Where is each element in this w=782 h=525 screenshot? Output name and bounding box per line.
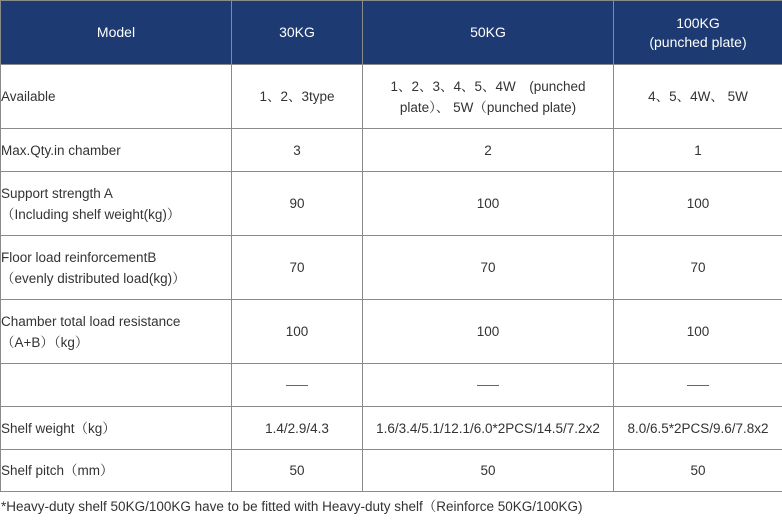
total-load-100kg: 100 — [614, 300, 782, 364]
shelf-pitch-30kg: 50 — [232, 450, 363, 492]
available-label: Available — [1, 65, 232, 129]
header-100kg-title: 100KG — [676, 14, 720, 31]
row-shelf-pitch — [1, 450, 782, 492]
support-strength-label-line2: （Including shelf weight(kg)） — [1, 206, 181, 222]
total-load-label-line1: Chamber total load resistance — [1, 313, 181, 329]
row-blank — [1, 364, 782, 407]
header-100kg-subtitle: (punched plate) — [649, 33, 747, 50]
row-floor-load — [1, 236, 782, 300]
support-strength-label — [1, 172, 232, 236]
shelf-weight-label: Shelf weight（kg） — [1, 407, 232, 450]
header-30kg: 30KG — [232, 1, 363, 65]
floor-load-30kg: 70 — [232, 236, 363, 300]
footnote: *Heavy-duty shelf 50KG/100KG have to be fitted with Heavy-duty shelf（Reinforce 50KG/100KG) — [1, 499, 583, 514]
shelf-weight-30kg: 1.4/2.9/4.3 — [232, 407, 363, 450]
support-strength-30kg: 90 — [232, 172, 363, 236]
dash-mark — [687, 385, 709, 386]
blank-label — [1, 364, 232, 407]
support-strength-label-line1: Support strength A — [1, 185, 113, 201]
floor-load-100kg: 70 — [614, 236, 782, 300]
floor-load-label-line2: （evenly distributed load(kg)） — [1, 270, 186, 286]
total-load-label — [1, 300, 232, 364]
row-max-qty — [1, 129, 782, 172]
shelf-pitch-100kg: 50 — [614, 450, 782, 492]
row-available — [1, 65, 782, 129]
shelf-pitch-50kg: 50 — [363, 450, 614, 492]
total-load-label-line2: （A+B）（kg） — [1, 334, 89, 350]
header-100kg — [614, 1, 782, 65]
available-50kg-line1: 1、2、3、4、5、4W (punched — [390, 78, 586, 94]
support-strength-50kg: 100 — [363, 172, 614, 236]
blank-100kg — [614, 364, 782, 407]
max-qty-label: Max.Qty.in chamber — [1, 129, 232, 172]
floor-load-label — [1, 236, 232, 300]
row-total-load — [1, 300, 782, 364]
support-strength-100kg: 100 — [614, 172, 782, 236]
total-load-50kg: 100 — [363, 300, 614, 364]
header-50kg: 50KG — [363, 1, 614, 65]
blank-50kg — [363, 364, 614, 407]
shelf-pitch-label: Shelf pitch（mm） — [1, 450, 232, 492]
row-shelf-weight — [1, 407, 782, 450]
max-qty-100kg: 1 — [614, 129, 782, 172]
header-row — [1, 1, 782, 65]
header-model: Model — [1, 1, 232, 65]
shelf-weight-100kg: 8.0/6.5*2PCS/9.6/7.8x2 — [614, 407, 782, 450]
row-support-strength — [1, 172, 782, 236]
available-30kg: 1、2、3type — [232, 65, 363, 129]
shelf-weight-50kg: 1.6/3.4/5.1/12.1/6.0*2PCS/14.5/7.2x2 — [363, 407, 614, 450]
floor-load-50kg: 70 — [363, 236, 614, 300]
max-qty-30kg: 3 — [232, 129, 363, 172]
available-50kg-line2: plate）、 5W（punched plate) — [399, 99, 577, 115]
total-load-30kg: 100 — [232, 300, 363, 364]
blank-30kg — [232, 364, 363, 407]
dash-mark — [286, 385, 308, 386]
floor-load-label-line1: Floor load reinforcementB — [1, 249, 157, 265]
available-100kg: 4、5、4W、 5W — [614, 65, 782, 129]
max-qty-50kg: 2 — [363, 129, 614, 172]
dash-mark — [477, 385, 499, 386]
available-50kg — [363, 65, 614, 129]
